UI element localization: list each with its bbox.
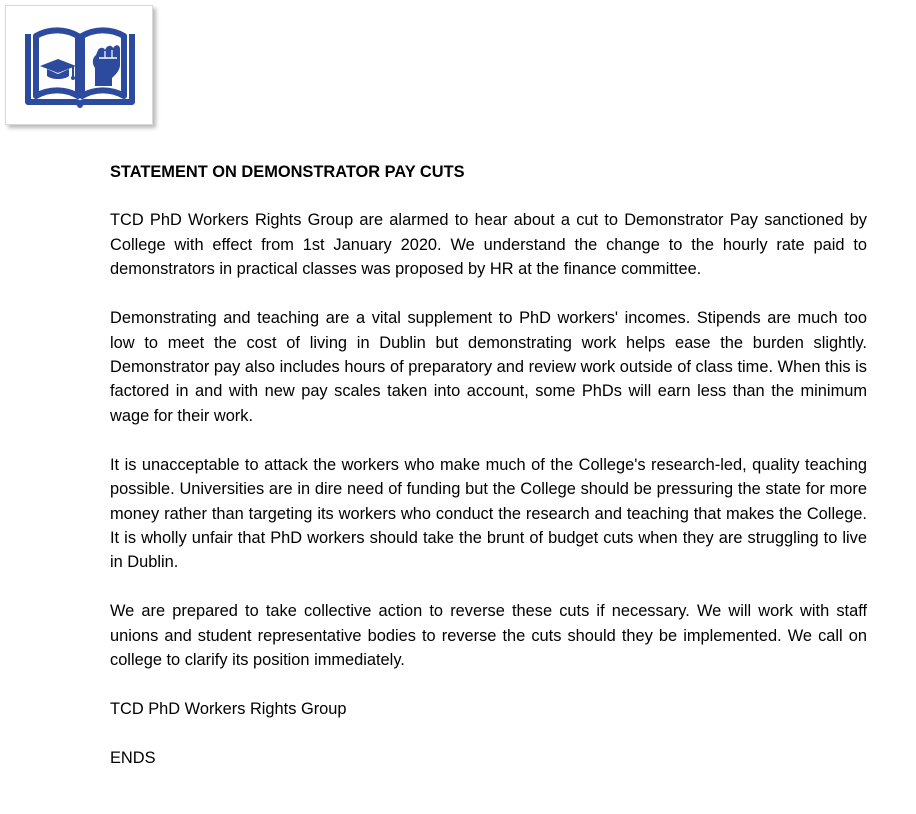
paragraph-2: Demonstrating and teaching are a vital supplement to PhD workers' incomes. Stipends are much too low to meet the cost of living in Dublin but demonstrating work helps ease the burden slightly. Demonstrator pay also includes hours of preparatory and review work outside of class time. When this is factored in and with new pay scales taken into account, some PhDs will earn less than the minimum wage for their work. <box>110 309 867 425</box>
graduation-cap-icon <box>40 59 76 80</box>
statement-title: STATEMENT ON DEMONSTRATOR PAY CUTS <box>110 163 465 181</box>
paragraph-1: TCD PhD Workers Rights Group are alarmed to hear about a cut to Demonstrator Pay sanctioned by College with effect from 1st January 2020. We understand the change to the hourly rate paid to demonstrators in practical classes was proposed by HR at the finance committee. <box>110 211 867 279</box>
open-book-logo <box>6 6 152 124</box>
signature: TCD PhD Workers Rights Group <box>110 700 347 719</box>
ends-marker: ENDS <box>110 749 156 768</box>
raised-fist-icon <box>93 45 120 86</box>
statement-document <box>110 160 867 795</box>
paragraph-3: It is unacceptable to attack the workers who make much of the College's research-led, quality teaching possible. Universities are in dire need of funding but the College should be pressuring the state for more money rather than targeting its workers who conduct the research and teaching that makes the College. It is wholly unfair that PhD workers should take the brunt of budget cuts when they are struggling to live in Dublin. <box>110 455 867 572</box>
logo-card <box>5 5 153 125</box>
paragraph-4: We are prepared to take collective action to reverse these cuts if necessary. We will work with staff unions and student representative bodies to reverse the cuts should they be implemented. We call on college to clarify its position immediately. <box>110 602 867 670</box>
